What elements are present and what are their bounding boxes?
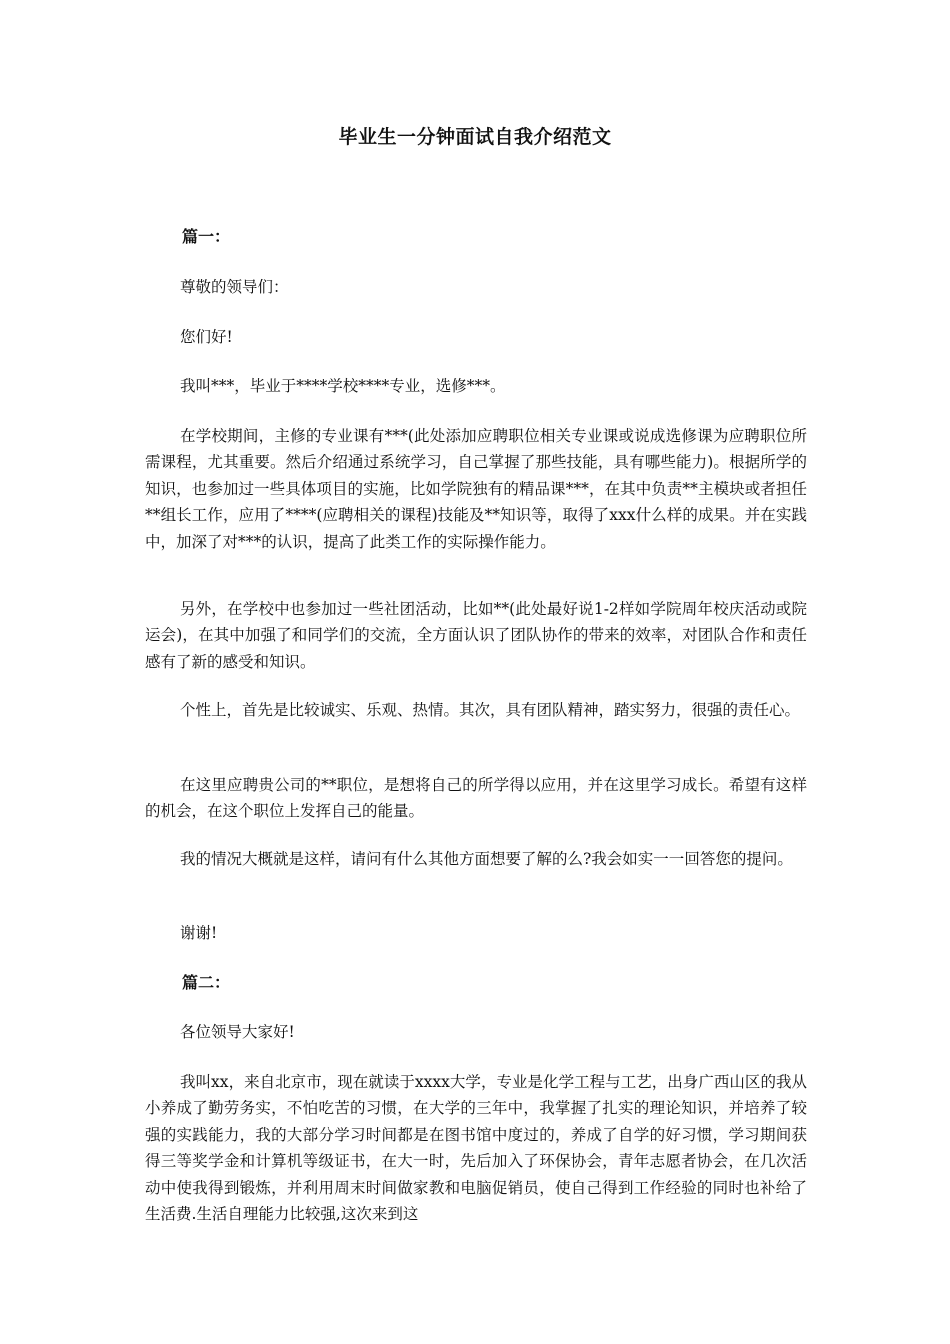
section-1-paragraph-closing-question: 我的情况大概就是这样，请问有什么其他方面想要了解的么?我会如实一一回答您的提问。 — [180, 850, 793, 868]
section-1-paragraph-personality: 个性上，首先是比较诚实、乐观、热情。其次，具有团队精神，踏实努力，很强的责任心。 — [180, 701, 801, 719]
section-1-heading: 篇一： — [182, 227, 231, 246]
section-2-paragraph-intro: 我叫xx，来自北京市，现在就读于xxxx大学，专业是化学工程与工艺，出身广西山区的我从小养成了勤劳务实，不怕吃苦的习惯，在大学的三年中，我掌握了扎实的理论知识，并培养了较强的实践能力，我的大部分学习时间都是在图书馆中度过的，养成了自学的好习惯，学习期间获得三等奖学金和计算机等级证书，在大一时，先后加入了环保协会，青年志愿者协会，在几次活动中使我得到锻炼，并利用周末时间做家教和电脑促销员，使自己得到工作经验的同时也补给了生活费.生活自理能力比较强,这次来到这 — [145, 1073, 807, 1224]
section-2-heading: 篇二： — [182, 973, 231, 992]
section-1-intro: 我叫***，毕业于****学校****专业，选修***。 — [180, 377, 506, 395]
section-1-paragraph-study: 在学校期间，主修的专业课有***(此处添加应聘职位相关专业课或说成选修课为应聘职位所需课程，尤其重要。然后介绍通过系统学习，自己掌握了那些技能，具有哪些能力)。根据所学的知识，也参加过一些具体项目的实施，比如学院独有的精品课***，在其中负责**主模块或者担任**组长工作，应用了****(应聘相关的课程)技能及**知识等，取得了xxx什么样的成果。并在实践中，加深了对***的认识，提高了此类工作的实际操作能力。 — [145, 427, 807, 551]
section-2-salutation: 各位领导大家好! — [180, 1023, 295, 1041]
section-1-salutation: 尊敬的领导们： — [180, 278, 289, 296]
section-1-thanks: 谢谢! — [180, 924, 218, 942]
document-title: 毕业生一分钟面试自我介绍范文 — [338, 126, 612, 148]
section-1-greeting: 您们好! — [180, 328, 233, 346]
section-1-paragraph-activities: 另外，在学校中也参加过一些社团活动，比如**(此处最好说1-2样如学院周年校庆活动或院运会)，在其中加强了和同学们的交流，全方面认识了团队协作的带来的效率，对团队合作和责任感有了新的感受和知识。 — [145, 600, 807, 671]
section-1-paragraph-position: 在这里应聘贵公司的**职位，是想将自己的所学得以应用，并在这里学习成长。希望有这样的机会，在这个职位上发挥自己的能量。 — [145, 776, 807, 821]
